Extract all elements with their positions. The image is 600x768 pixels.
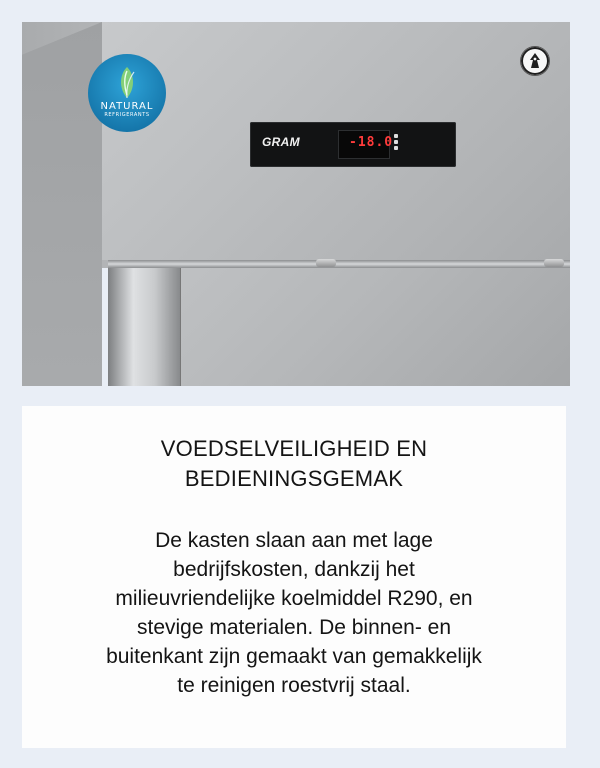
gram-logo: GRAM [262, 135, 300, 149]
control-indicator-icon [394, 134, 398, 138]
temperature-value: -18.0 [349, 135, 394, 150]
card-body-line: De kasten slaan aan met lage [155, 529, 433, 552]
info-card [22, 406, 566, 748]
badge-title: NATURAL [100, 101, 154, 112]
hinge [316, 259, 336, 267]
card-title-line: VOEDSELVEILIGHEID EN [160, 436, 428, 461]
card-body-line: milieuvriendelijke koelmiddel R290, en [115, 587, 473, 610]
card-body-line: buitenkant zijn gemaakt van gemakkelijk [106, 645, 482, 668]
card-body-line: te reinigen roestvrij staal. [177, 674, 411, 697]
leaf-icon [116, 65, 138, 101]
natural-refrigerants-badge [88, 54, 166, 132]
control-panel [250, 122, 456, 167]
control-icons [391, 132, 401, 156]
card-body-line: bedrijfskosten, dankzij het [173, 558, 415, 581]
door-divider [108, 260, 570, 268]
control-indicator-icon [394, 146, 398, 150]
hoshizaki-logo-icon [520, 46, 550, 76]
product-image [22, 22, 570, 386]
badge-subtitle: REFRIGERANTS [104, 112, 150, 118]
card-body [22, 526, 566, 700]
cabinet-side [22, 22, 102, 386]
hinge [544, 259, 564, 267]
card-title [22, 434, 566, 494]
card-body-line: stevige materialen. De binnen- en [136, 616, 451, 639]
door-handle [108, 268, 181, 386]
control-indicator-icon [394, 140, 398, 144]
temperature-display [338, 130, 394, 159]
card-title-line: BEDIENINGSGEMAK [184, 466, 404, 491]
